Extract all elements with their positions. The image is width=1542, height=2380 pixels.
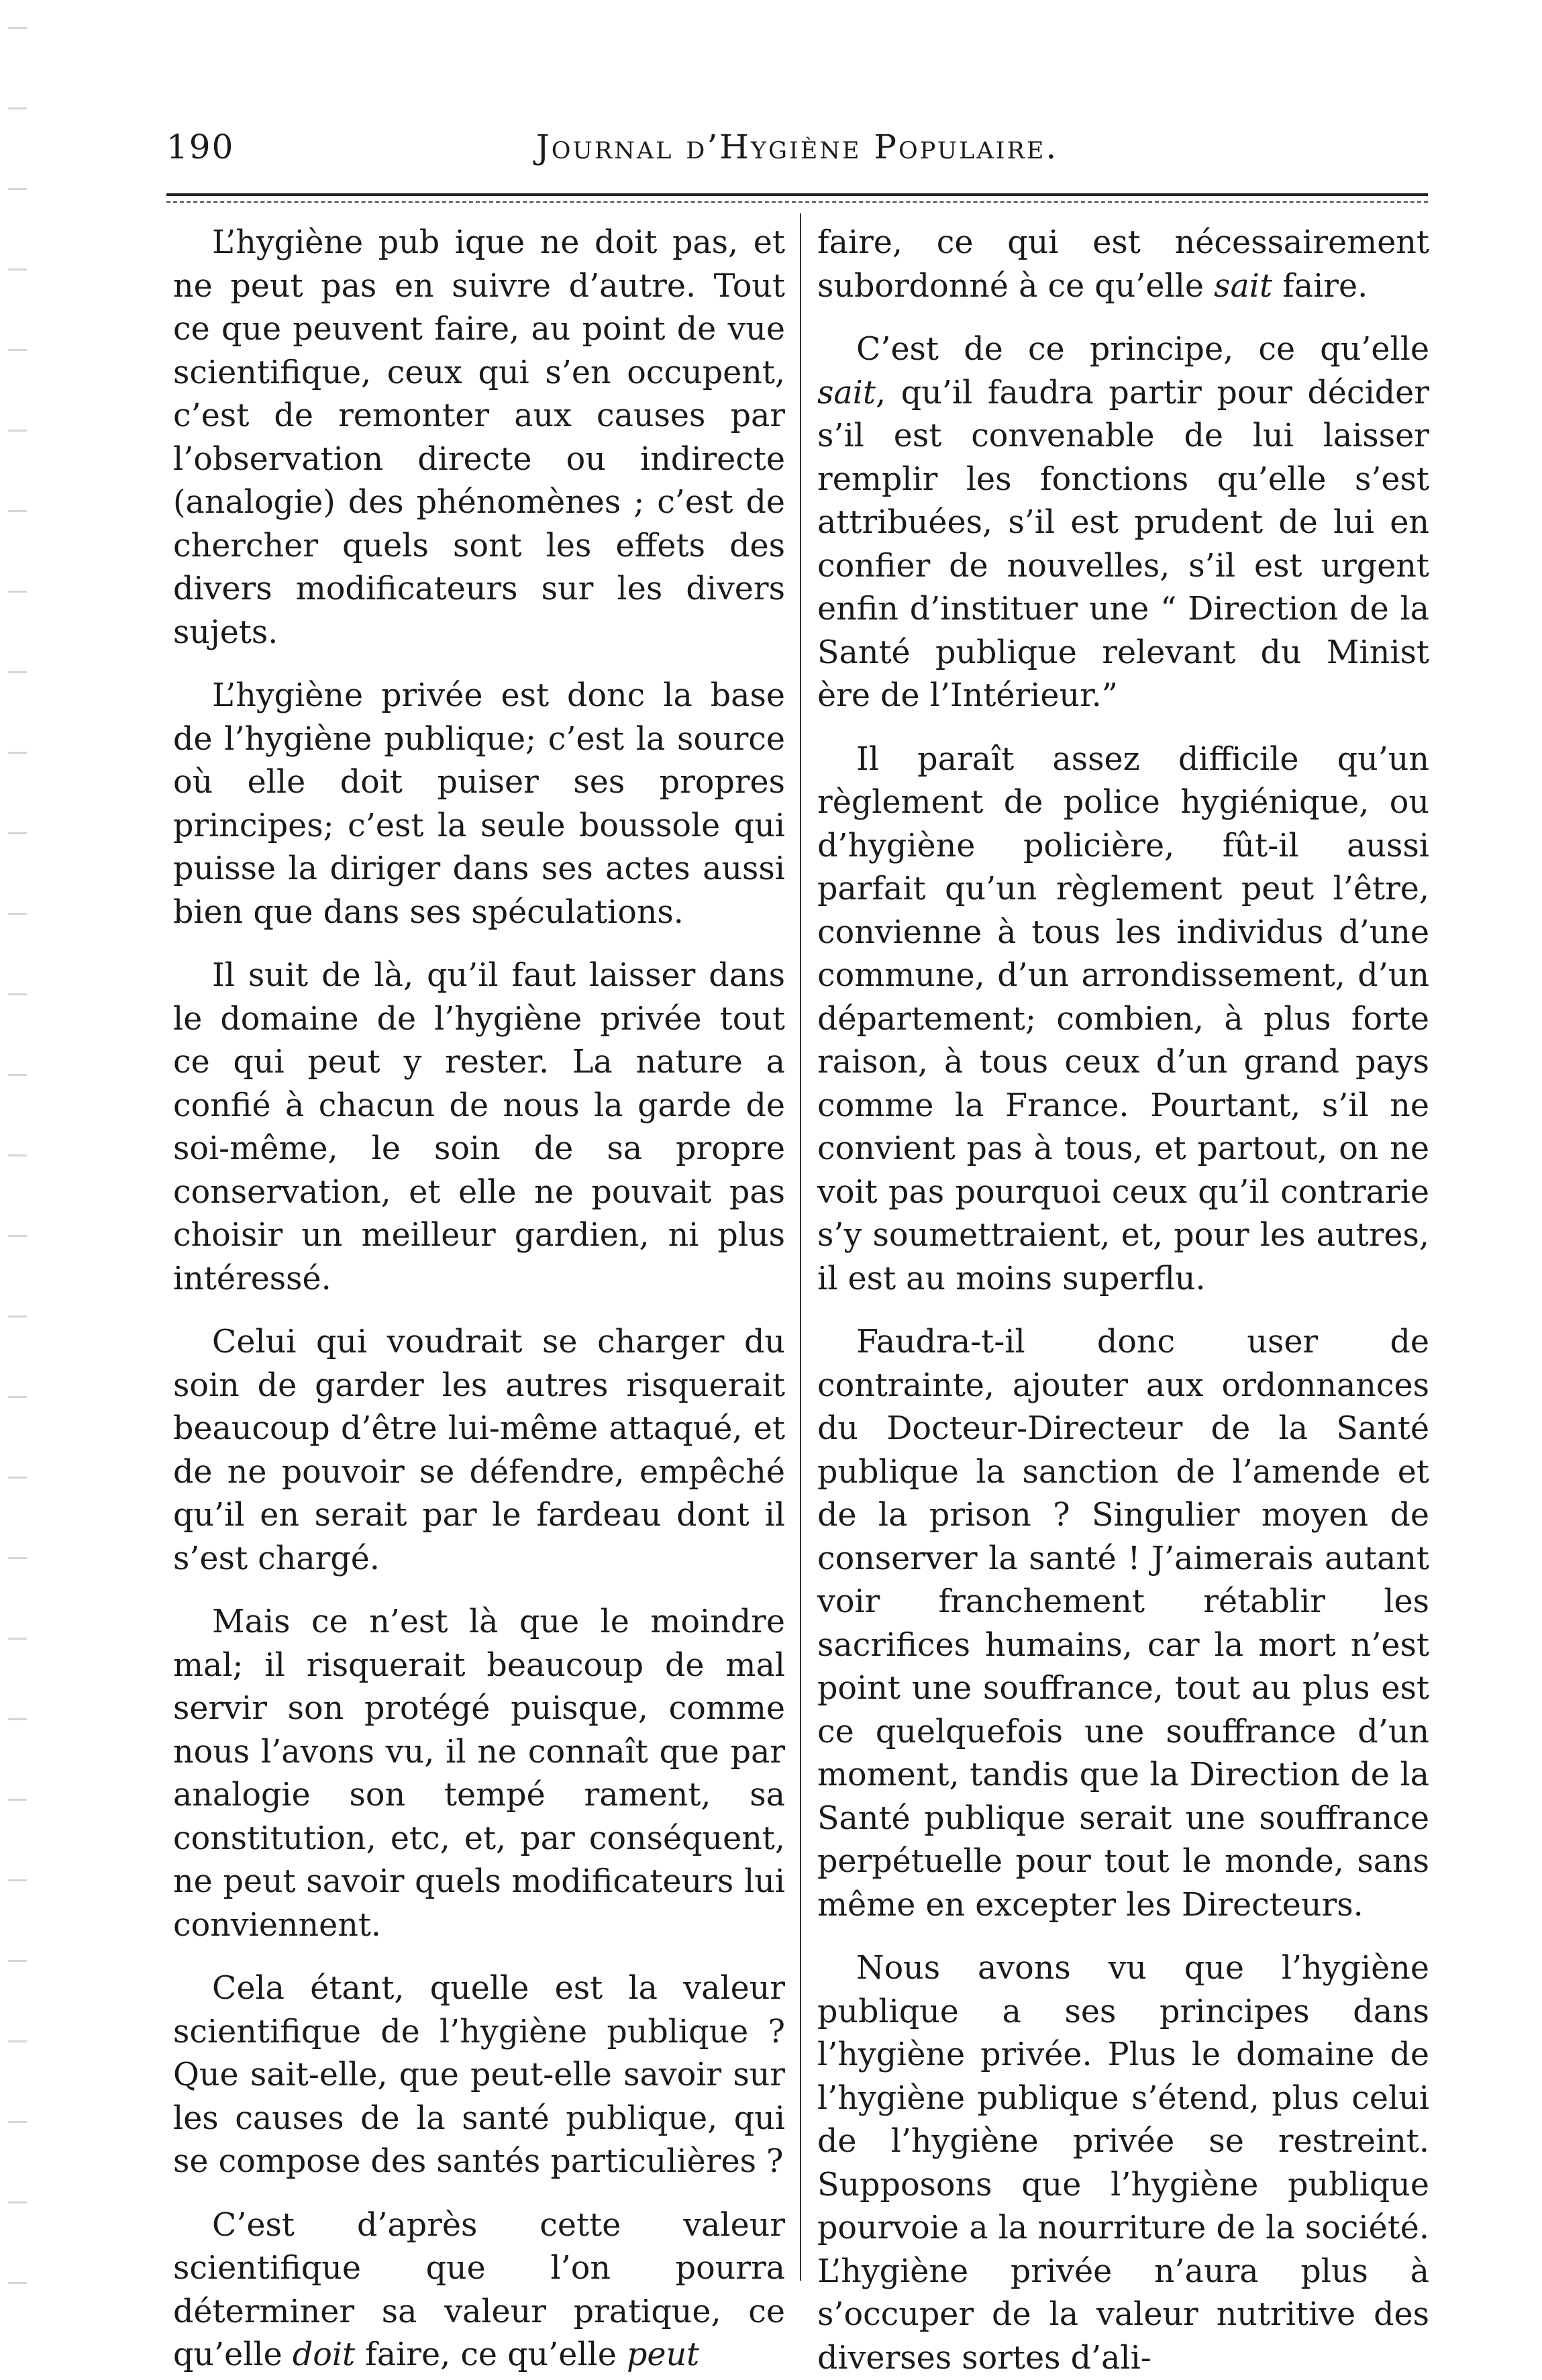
header-rule	[166, 193, 1428, 196]
left-column	[173, 221, 785, 2373]
paragraph: Celui qui voudrait se charger du soin de garder les autres risquerait beaucoup d’être lui-même attaqué, et de ne pouvoir se défendre, empêché qu’il en serait par le fardeau dont il s’est chargé.	[173, 1324, 785, 1577]
paragraph-continued	[817, 221, 1429, 308]
header-rule-dashed	[166, 201, 1428, 203]
paragraph: Faudra-t-il donc user de contrainte, ajouter aux ordonnances du Docteur-Directeur de la Santé publique la sanction de l’amende et de la prison ? Singulier moyen de conserver la santé ! J’aimerais autant voir franchement rétablir les sacrifices humains, car la mort n’est point une souffrance, tout au plus est ce quelquefois une souffrance d’un moment, tandis que la Direction de la Santé publique serait une souffrance perpétuelle pour tout le monde, sans même en excepter les Directeurs.	[817, 1324, 1429, 1924]
text-run: C’est de ce principe, ce qu’elle	[856, 331, 1429, 368]
running-title: Journal d’Hygiène Populaire.	[535, 128, 1059, 166]
paragraph: Il paraît assez difficile qu’un règlement de police hygiénique, ou d’hygiène policière, fût-il aussi parfait qu’un règlement peut l’être, convienne à tous les individus d’une commune, d’un arrondissement, d’un département; combien, à plus forte raison, à tous ceux d’un grand pays comme la France. Pourtant, s’il ne convient pas à tous, et partout, on ne voit pas pourquoi ceux qu’il contrarie s’y soumettraient, et, pour les autres, il est au moins superflu.	[817, 740, 1429, 1297]
paragraph: Nous avons vu que l’hygiène publique a ses principes dans l’hygiène privée. Plus le domaine de l’hygiène publique s’étend, plus celui de l’hygiène privée se restreint. Supposons que l’hygiène publique pourvoie a la nourriture de la société. L’hygiène privée n’aura plus à s’occuper de la valeur nutritive des diverses sortes d’ali-	[817, 1950, 1429, 2377]
emphasis: sait	[1214, 267, 1273, 305]
paragraph	[173, 2204, 785, 2377]
paragraph: L’hygiène pub ique ne doit pas, et ne peut pas en suivre d’autre. Tout ce que peuvent faire, au point de vue scientifique, ceux qui s’en occupent, c’est de remonter aux causes par l’observation directe ou indirecte (analogie) des phénomènes ; c’est de chercher quels sont les effets des divers modificateurs sur les divers sujets.	[173, 224, 785, 651]
emphasis: doit	[292, 2336, 356, 2373]
paragraph: Il suit de là, qu’il faut laisser dans le domaine de l’hygiène privée tout ce qui peut y rester. La nature a confié à chacun de nous la garde de soi-même, le soin de sa propre conservation, et elle ne pouvait pas choisir un meilleur gardien, ni plus intéressé.	[173, 957, 785, 1297]
paragraph	[817, 328, 1429, 718]
paragraph: Cela étant, quelle est la valeur scientifique de l’hygiène publique ? Que sait-elle, que peut-elle savoir sur les causes de la santé publique, qui se compose des santés particulières ?	[173, 1970, 785, 2180]
column-divider	[800, 213, 801, 2281]
text-run: faire.	[1272, 267, 1368, 305]
text-run: , qu’il faudra partir pour décider s’il est convenable de lui laisser remplir les fonctions qu’elle s’est attribuées, s’il est prudent de lui en confier de nouvelles, s’il est urgent enfin d’instituer une “ Direction de la Santé publique relevant du Minist ère de l’Intérieur.”	[817, 374, 1429, 714]
text-run: C’est d’après cette valeur scientifique que l’on pourra déterminer sa valeur pratique, ce qu’elle	[173, 2206, 785, 2373]
text-run: faire, ce qui est nécessairement subordonné à ce qu’elle	[817, 224, 1429, 305]
paragraph: L’hygiène privée est donc la base de l’hygiène publique; c’est la source où elle doit puiser ses propres principes; c’est la seule boussole qui puisse la diriger dans ses actes aussi bien que dans ses spéculations.	[173, 677, 785, 931]
emphasis: sait	[817, 374, 876, 411]
emphasis: peut	[626, 2336, 700, 2373]
right-column	[817, 221, 1429, 2377]
text-run: faire, ce qu’elle	[355, 2336, 627, 2373]
scan-edge-marks	[8, 0, 27, 2327]
page-header	[166, 128, 1428, 181]
paragraph: Mais ce n’est là que le moindre mal; il risquerait beaucoup de mal servir son protégé puisque, comme nous l’avons vu, il ne connaît que par analogie son tempé rament, sa constitution, etc, et, par conséquent, ne peut savoir quels modificateurs lui conviennent.	[173, 1603, 785, 1944]
page-number: 190	[166, 128, 235, 166]
